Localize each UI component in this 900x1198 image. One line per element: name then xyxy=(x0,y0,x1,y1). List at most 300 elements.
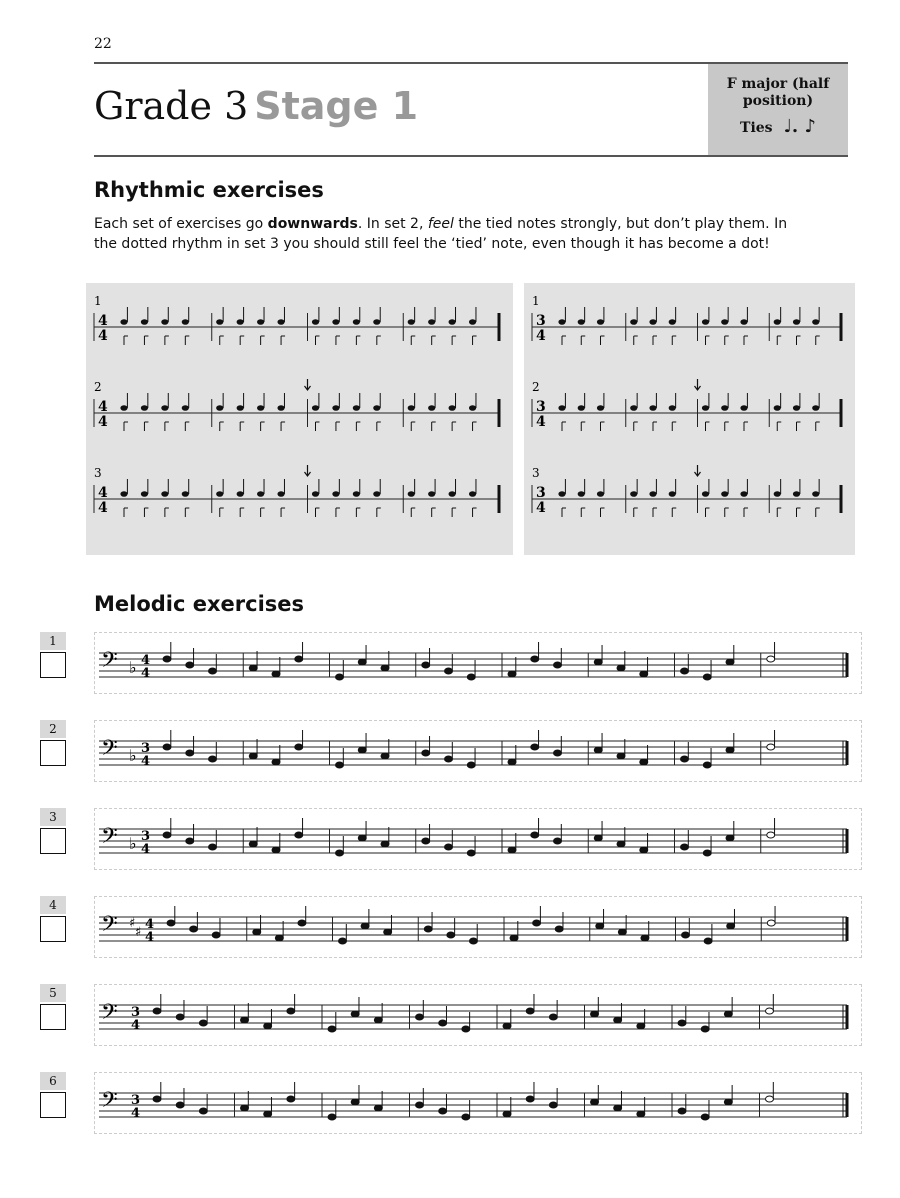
rhythm-note xyxy=(312,491,319,497)
rhythm-note xyxy=(216,405,223,411)
exercise-number-box xyxy=(40,1072,66,1118)
rhythm-note xyxy=(721,319,728,325)
note-head xyxy=(503,1111,511,1117)
note-head xyxy=(176,1014,184,1020)
note-head xyxy=(241,1017,249,1023)
note-head xyxy=(422,662,430,668)
note-head xyxy=(272,759,280,765)
note-head xyxy=(167,920,175,926)
melodic-staff xyxy=(94,896,862,958)
checkbox-icon[interactable] xyxy=(40,1004,66,1030)
time-sig-bottom: 4 xyxy=(98,414,108,430)
rhythm-note xyxy=(312,319,319,325)
note-head xyxy=(295,832,303,838)
rhythm-set-label: 3 xyxy=(532,466,540,480)
note-head xyxy=(724,1099,732,1105)
rhythm-note xyxy=(237,319,244,325)
note-head xyxy=(462,1114,470,1120)
rhythm-note xyxy=(277,491,284,497)
note-head xyxy=(199,1020,207,1026)
title-stage: Stage 1 xyxy=(254,84,419,128)
rhythm-note xyxy=(469,491,476,497)
note-head xyxy=(384,929,392,935)
staff-svg xyxy=(95,1073,861,1133)
exercise-number: 6 xyxy=(40,1072,66,1090)
note-head xyxy=(704,938,712,944)
rhythm-note xyxy=(353,405,360,411)
rhythm-note xyxy=(237,491,244,497)
rhythm-note xyxy=(428,319,435,325)
note-head xyxy=(594,747,602,753)
bass-clef-icon: 𝄢 xyxy=(101,736,118,766)
note-head xyxy=(253,929,261,935)
rhythm-note xyxy=(793,491,800,497)
rhythm-set-label: 2 xyxy=(94,380,102,394)
page-number: 22 xyxy=(94,36,112,52)
exercise-number-box xyxy=(40,808,66,854)
note-head xyxy=(424,926,432,932)
page-title xyxy=(94,84,418,128)
rhythm-note xyxy=(578,319,585,325)
exercise-number-box xyxy=(40,984,66,1030)
down-arrow-icon xyxy=(305,465,311,476)
note-head xyxy=(163,656,171,662)
note-head xyxy=(212,932,220,938)
note-head xyxy=(549,1014,557,1020)
note-head xyxy=(510,935,518,941)
note-head xyxy=(526,1096,534,1102)
sharp-icon: ♯ xyxy=(135,925,142,940)
note-head xyxy=(641,935,649,941)
note-head xyxy=(336,850,344,856)
rhythm-note xyxy=(630,319,637,325)
bass-clef-icon: 𝄢 xyxy=(101,1000,118,1030)
rhythm-staves xyxy=(524,283,855,555)
melodic-staff xyxy=(94,1072,862,1134)
title-rule xyxy=(94,155,848,157)
rhythm-note xyxy=(469,405,476,411)
down-arrow-icon xyxy=(695,465,701,476)
note-head xyxy=(439,1020,447,1026)
note-head xyxy=(249,841,257,847)
time-sig-top: 3 xyxy=(131,1093,141,1108)
staff-svg xyxy=(95,721,861,781)
bass-clef-icon: 𝄢 xyxy=(101,1088,118,1118)
rhythm-note xyxy=(740,319,747,325)
time-sig-bottom: 4 xyxy=(141,666,151,681)
note-head xyxy=(176,1102,184,1108)
rhythm-note xyxy=(812,405,819,411)
note-head xyxy=(374,1105,382,1111)
note-head xyxy=(287,1096,295,1102)
note-head xyxy=(361,923,369,929)
flat-icon: ♭ xyxy=(129,834,137,853)
rhythm-note xyxy=(597,405,604,411)
note-head xyxy=(681,668,689,674)
note-head xyxy=(724,1011,732,1017)
note-head xyxy=(445,756,453,762)
note-head xyxy=(163,744,171,750)
note-head xyxy=(531,656,539,662)
rhythm-note xyxy=(141,405,148,411)
rhythm-note xyxy=(558,319,565,325)
flat-icon: ♭ xyxy=(129,658,137,677)
rhythm-note xyxy=(277,405,284,411)
rhythm-note xyxy=(332,405,339,411)
note-head xyxy=(594,835,602,841)
note-head xyxy=(351,1011,359,1017)
note-head xyxy=(637,1023,645,1029)
note-head xyxy=(767,832,775,838)
note-head xyxy=(767,656,775,662)
note-head xyxy=(637,1111,645,1117)
note-head xyxy=(381,665,389,671)
melodic-staff xyxy=(94,808,862,870)
rhythm-note xyxy=(449,491,456,497)
note-head xyxy=(264,1023,272,1029)
note-head xyxy=(416,1102,424,1108)
rhythm-note xyxy=(740,405,747,411)
note-head xyxy=(336,762,344,768)
rhythm-note xyxy=(216,319,223,325)
time-sig-bottom: 4 xyxy=(131,1018,141,1033)
note-head xyxy=(526,1008,534,1014)
note-head xyxy=(767,744,775,750)
checkbox-icon[interactable] xyxy=(40,828,66,854)
note-head xyxy=(249,665,257,671)
staff-svg xyxy=(95,985,861,1045)
note-head xyxy=(209,844,217,850)
rhythm-note xyxy=(257,405,264,411)
note-head xyxy=(199,1108,207,1114)
time-sig-top: 4 xyxy=(145,917,155,932)
rhythm-note xyxy=(161,491,168,497)
rhythm-note xyxy=(597,319,604,325)
rhythm-note xyxy=(332,491,339,497)
note-head xyxy=(186,662,194,668)
rhythm-note xyxy=(774,491,781,497)
rhythm-note xyxy=(277,319,284,325)
note-head xyxy=(726,747,734,753)
note-head xyxy=(555,926,563,932)
rhythm-note xyxy=(120,319,127,325)
note-head xyxy=(467,674,475,680)
note-head xyxy=(533,920,541,926)
note-head xyxy=(640,847,648,853)
time-sig-bottom: 4 xyxy=(536,500,546,516)
melodic-staff xyxy=(94,720,862,782)
note-head xyxy=(508,847,516,853)
time-sig-bottom: 4 xyxy=(145,930,155,945)
note-head xyxy=(163,832,171,838)
rhythm-note xyxy=(182,405,189,411)
rhythmic-heading: Rhythmic exercises xyxy=(94,178,324,202)
note-head xyxy=(766,1008,774,1014)
exercise-number-box xyxy=(40,632,66,678)
rhythm-set-label: 3 xyxy=(94,466,102,480)
note-head xyxy=(190,926,198,932)
note-head xyxy=(596,923,604,929)
note-head xyxy=(295,656,303,662)
rhythm-note xyxy=(630,405,637,411)
note-head xyxy=(295,744,303,750)
checkbox-icon[interactable] xyxy=(40,740,66,766)
exercise-number: 1 xyxy=(40,632,66,650)
time-sig-bottom: 4 xyxy=(131,1106,141,1121)
staff-svg xyxy=(95,633,861,693)
sharp-icon: ♯ xyxy=(129,916,136,931)
note-head xyxy=(416,1014,424,1020)
time-sig-top: 4 xyxy=(98,313,108,329)
note-head xyxy=(767,920,775,926)
down-arrow-icon xyxy=(305,379,311,390)
note-head xyxy=(703,850,711,856)
key-ties-label: Ties xyxy=(740,120,773,136)
rhythm-note xyxy=(216,491,223,497)
rhythm-note xyxy=(669,405,676,411)
rhythm-note xyxy=(353,491,360,497)
note-head xyxy=(287,1008,295,1014)
rhythm-note xyxy=(578,405,585,411)
note-head xyxy=(339,938,347,944)
note-head xyxy=(186,750,194,756)
rhythm-note xyxy=(649,491,656,497)
time-sig-top: 3 xyxy=(536,485,546,501)
rhythm-note xyxy=(428,405,435,411)
note-head xyxy=(681,844,689,850)
rhythm-note xyxy=(774,405,781,411)
note-head xyxy=(617,665,625,671)
note-head xyxy=(469,938,477,944)
bass-clef-icon: 𝄢 xyxy=(101,648,118,678)
key-line-1: F major (half xyxy=(726,76,830,92)
time-sig-bottom: 4 xyxy=(98,500,108,516)
rhythm-note xyxy=(793,319,800,325)
rhythm-note xyxy=(353,319,360,325)
note-head xyxy=(358,747,366,753)
note-head xyxy=(381,753,389,759)
note-head xyxy=(153,1096,161,1102)
staff-svg xyxy=(95,897,861,957)
note-head xyxy=(467,850,475,856)
rhythm-note xyxy=(449,319,456,325)
time-sig-top: 3 xyxy=(536,313,546,329)
rhythm-note xyxy=(558,491,565,497)
time-sig-top: 3 xyxy=(141,829,151,844)
rhythm-note xyxy=(373,319,380,325)
note-head xyxy=(614,1017,622,1023)
note-head xyxy=(503,1023,511,1029)
checkbox-icon[interactable] xyxy=(40,652,66,678)
note-head xyxy=(531,832,539,838)
note-head xyxy=(617,841,625,847)
rhythm-note xyxy=(449,405,456,411)
rhythm-note xyxy=(373,405,380,411)
rhythm-note xyxy=(120,491,127,497)
note-head xyxy=(209,668,217,674)
note-head xyxy=(336,674,344,680)
rhythm-note xyxy=(649,319,656,325)
rhythm-panel-4-4 xyxy=(86,283,513,555)
exercise-number: 4 xyxy=(40,896,66,914)
rhythm-note xyxy=(793,405,800,411)
time-sig-bottom: 4 xyxy=(536,414,546,430)
rhythm-note xyxy=(721,405,728,411)
note-head xyxy=(508,671,516,677)
rhythmic-intro: Each set of exercises go downwards. In set 2, feel the tied notes strongly, but don’t play them. In the dotted rhythm in set 3 you should still feel the ‘tied’ note, even though it has become a dot! xyxy=(94,216,788,252)
rhythm-note xyxy=(312,405,319,411)
time-sig-top: 3 xyxy=(141,741,151,756)
note-head xyxy=(678,1108,686,1114)
note-head xyxy=(209,756,217,762)
note-head xyxy=(703,674,711,680)
rhythm-note xyxy=(408,319,415,325)
key-info-box xyxy=(708,64,848,155)
rhythm-note xyxy=(141,319,148,325)
rhythm-staves xyxy=(86,283,513,555)
rhythm-note xyxy=(558,405,565,411)
note-head xyxy=(618,929,626,935)
note-head xyxy=(554,750,562,756)
note-head xyxy=(766,1096,774,1102)
time-sig-top: 4 xyxy=(141,653,151,668)
note-head xyxy=(554,838,562,844)
note-head xyxy=(701,1026,709,1032)
note-head xyxy=(640,671,648,677)
note-head xyxy=(381,841,389,847)
note-head xyxy=(445,668,453,674)
note-head xyxy=(617,753,625,759)
note-head xyxy=(462,1026,470,1032)
rhythm-note xyxy=(702,491,709,497)
note-head xyxy=(445,844,453,850)
time-sig-bottom: 4 xyxy=(141,754,151,769)
exercise-number: 2 xyxy=(40,720,66,738)
rhythm-note xyxy=(182,319,189,325)
key-line-2: position) xyxy=(742,93,814,109)
note-head xyxy=(726,659,734,665)
rhythm-note xyxy=(257,491,264,497)
rhythm-note xyxy=(812,491,819,497)
tie-rhythm-icon: ♩. ♪ xyxy=(783,116,816,137)
note-head xyxy=(374,1017,382,1023)
note-head xyxy=(594,659,602,665)
rhythm-note xyxy=(649,405,656,411)
rhythm-panel-3-4 xyxy=(524,283,855,555)
rhythm-set-label: 2 xyxy=(532,380,540,394)
rhythm-set-label: 1 xyxy=(94,294,102,308)
rhythm-note xyxy=(630,491,637,497)
note-head xyxy=(727,923,735,929)
note-head xyxy=(153,1008,161,1014)
note-head xyxy=(531,744,539,750)
exercise-number-box xyxy=(40,720,66,766)
checkbox-icon[interactable] xyxy=(40,916,66,942)
rhythm-note xyxy=(237,405,244,411)
rhythm-note xyxy=(740,491,747,497)
note-head xyxy=(351,1099,359,1105)
rhythm-note xyxy=(428,491,435,497)
note-head xyxy=(275,935,283,941)
note-head xyxy=(358,659,366,665)
rhythm-note xyxy=(408,405,415,411)
note-head xyxy=(241,1105,249,1111)
note-head xyxy=(358,835,366,841)
note-head xyxy=(328,1026,336,1032)
note-head xyxy=(591,1011,599,1017)
time-sig-bottom: 4 xyxy=(536,328,546,344)
down-arrow-icon xyxy=(695,379,701,390)
rhythm-note xyxy=(774,319,781,325)
rhythm-note xyxy=(373,491,380,497)
melodic-heading: Melodic exercises xyxy=(94,592,305,616)
rhythm-note xyxy=(141,491,148,497)
time-sig-top: 3 xyxy=(536,399,546,415)
note-head xyxy=(328,1114,336,1120)
note-head xyxy=(186,838,194,844)
note-head xyxy=(272,671,280,677)
note-head xyxy=(264,1111,272,1117)
bass-clef-icon: 𝄢 xyxy=(101,912,118,942)
rhythm-note xyxy=(669,491,676,497)
rhythm-note xyxy=(408,491,415,497)
key-ties-row xyxy=(708,118,848,137)
rhythm-note xyxy=(161,405,168,411)
note-head xyxy=(703,762,711,768)
flat-icon: ♭ xyxy=(129,746,137,765)
rhythm-note xyxy=(182,491,189,497)
title-grade: Grade 3 xyxy=(94,84,249,128)
note-head xyxy=(467,762,475,768)
rhythm-note xyxy=(702,319,709,325)
rhythm-note xyxy=(332,319,339,325)
melodic-staff xyxy=(94,632,862,694)
rhythm-note xyxy=(669,319,676,325)
note-head xyxy=(439,1108,447,1114)
note-head xyxy=(554,662,562,668)
time-sig-top: 4 xyxy=(98,485,108,501)
note-head xyxy=(549,1102,557,1108)
note-head xyxy=(249,753,257,759)
bass-clef-icon: 𝄢 xyxy=(101,824,118,854)
rhythm-note xyxy=(721,491,728,497)
note-head xyxy=(508,759,516,765)
exercise-number-box xyxy=(40,896,66,942)
note-head xyxy=(678,1020,686,1026)
note-head xyxy=(640,759,648,765)
note-head xyxy=(447,932,455,938)
rhythm-note xyxy=(120,405,127,411)
rhythm-note xyxy=(469,319,476,325)
note-head xyxy=(682,932,690,938)
rhythm-note xyxy=(702,405,709,411)
checkbox-icon[interactable] xyxy=(40,1092,66,1118)
note-head xyxy=(272,847,280,853)
rhythm-note xyxy=(257,319,264,325)
time-sig-top: 3 xyxy=(131,1005,141,1020)
note-head xyxy=(298,920,306,926)
note-head xyxy=(614,1105,622,1111)
note-head xyxy=(422,750,430,756)
melodic-staff xyxy=(94,984,862,1046)
time-sig-bottom: 4 xyxy=(141,842,151,857)
rhythm-note xyxy=(812,319,819,325)
note-head xyxy=(701,1114,709,1120)
rhythm-set-label: 1 xyxy=(532,294,540,308)
rhythm-note xyxy=(578,491,585,497)
note-head xyxy=(422,838,430,844)
note-head xyxy=(726,835,734,841)
